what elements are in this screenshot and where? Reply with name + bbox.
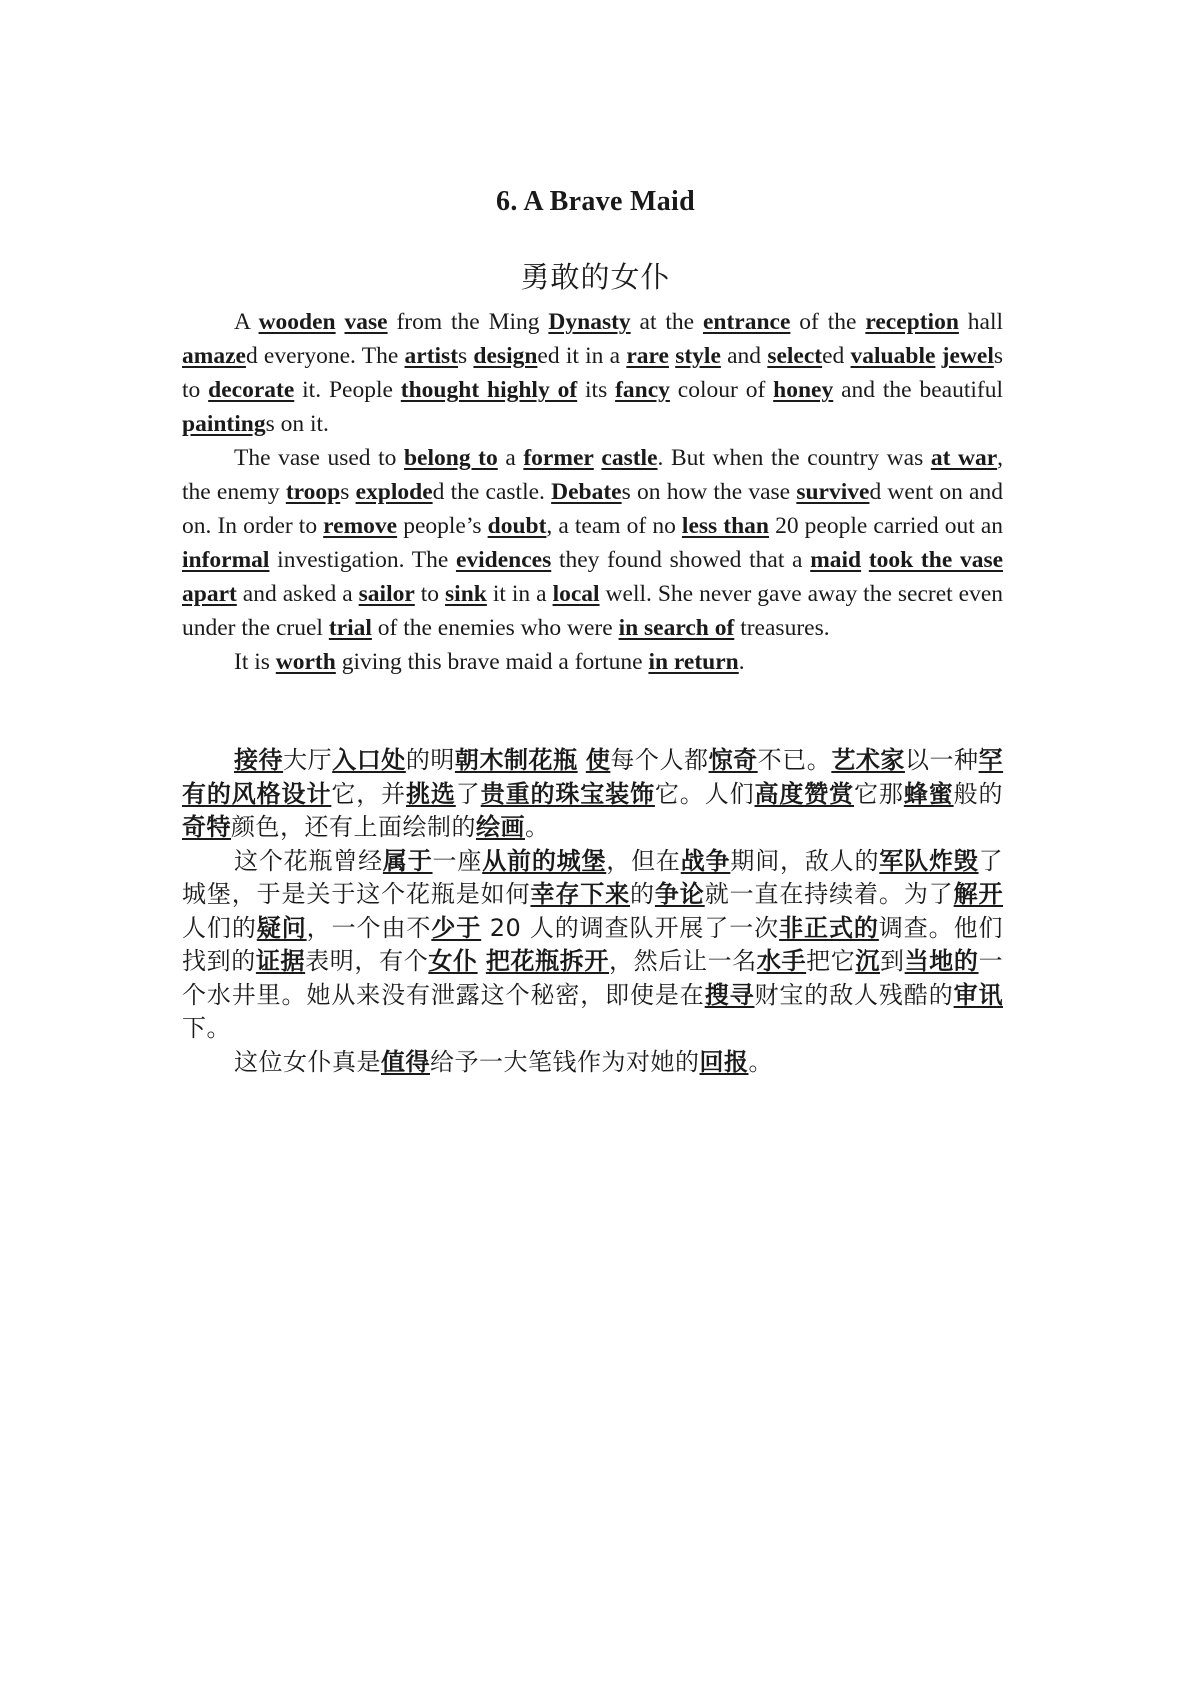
text-run: 以一种 <box>904 746 979 774</box>
vocabulary-keyword: rare <box>626 343 669 369</box>
text-run: 财宝的敌人残酷的 <box>754 980 954 1009</box>
vocabulary-keyword: artist <box>404 343 459 369</box>
text-run: 它，并 <box>331 779 407 808</box>
vocabulary-keyword: 女仆 <box>428 947 478 975</box>
vocabulary-keyword: 艺术家 <box>831 746 905 774</box>
text-run: s on how the vase <box>621 479 797 505</box>
text-run: 每个人都 <box>610 746 709 774</box>
text-run: . But when the country was <box>657 445 931 471</box>
text-run: well. She never gave away the secret even under the cruel <box>182 581 1003 641</box>
vocabulary-keyword: survive <box>796 479 870 505</box>
vocabulary-keyword: 奇特 <box>182 813 231 841</box>
vocabulary-keyword: fancy <box>615 377 670 403</box>
vocabulary-keyword: at war <box>930 445 998 471</box>
text-run: 调查。他们找到的 <box>182 913 1004 975</box>
text-run <box>578 746 586 774</box>
text-run: s <box>458 343 474 369</box>
text-run: treasures. <box>734 615 830 641</box>
vocabulary-keyword: 搜寻 <box>704 980 755 1009</box>
vocabulary-keyword: 水手 <box>756 947 807 975</box>
chinese-paragraph <box>182 1046 1003 1080</box>
vocabulary-keyword: 幸存下来 <box>530 880 631 908</box>
text-run: 20 people carried out an <box>768 513 1003 539</box>
text-run: 给予一大笔钱作为对她的 <box>430 1047 700 1076</box>
text-run: ，然后让一名 <box>609 947 757 975</box>
vocabulary-keyword: amaze <box>182 343 246 369</box>
text-run: 般的 <box>953 779 1003 808</box>
vocabulary-keyword: painting <box>182 411 266 437</box>
vocabulary-keyword: local <box>552 581 600 607</box>
text-run: hall <box>958 309 1004 335</box>
vocabulary-keyword: troop <box>285 479 341 505</box>
text-run: 。 <box>525 813 550 841</box>
vocabulary-keyword: style <box>675 343 721 369</box>
text-run: and asked a <box>236 581 359 607</box>
text-run: ，一个由不 <box>306 913 432 942</box>
text-run: of the enemies who were <box>371 615 619 641</box>
text-run: A <box>234 309 259 335</box>
vocabulary-keyword: 审讯 <box>953 980 1003 1009</box>
text-run: ，但在 <box>606 846 681 875</box>
text-run: of the <box>790 309 866 335</box>
text-run: 一个水井里。她从来没有泄露这个秘密，即使是在 <box>182 947 1004 1009</box>
vocabulary-keyword: 入口处 <box>332 746 406 774</box>
vocabulary-keyword: 非正式的 <box>779 913 879 942</box>
text-run <box>336 309 345 335</box>
text-run: It is <box>234 649 276 675</box>
text-run: d the castle. <box>432 479 552 505</box>
vocabulary-keyword: select <box>767 343 823 369</box>
text-run: investigation. The <box>269 547 456 573</box>
text-run: ed it in a <box>537 343 627 369</box>
vocabulary-keyword: in search of <box>618 615 735 641</box>
text-run: 这位女仆真是 <box>234 1047 381 1076</box>
vocabulary-keyword: sailor <box>358 581 415 607</box>
vocabulary-keyword: Debate <box>551 479 622 505</box>
vocabulary-keyword: 挑选 <box>406 779 456 808</box>
vocabulary-keyword: informal <box>182 547 270 573</box>
vocabulary-keyword: 罕有的风格设计 <box>182 746 1004 808</box>
vocabulary-keyword: doubt <box>487 513 547 539</box>
vocabulary-keyword: 高度赞赏 <box>754 779 855 808</box>
vocabulary-keyword: former <box>523 445 594 471</box>
text-run: 人们的 <box>182 913 257 942</box>
text-run: , a team of no <box>546 513 682 539</box>
text-run: 的 <box>630 880 655 908</box>
vocabulary-keyword: wooden <box>258 309 336 335</box>
text-run: 不已。 <box>757 746 832 774</box>
text-run: 了城堡，于是关于这个花瓶是如何 <box>182 846 1004 908</box>
text-run: and the beautiful <box>833 377 1003 403</box>
text-run: 大厅 <box>283 746 333 774</box>
vocabulary-keyword: castle <box>601 445 658 471</box>
text-run: 到 <box>880 947 905 975</box>
vocabulary-keyword: trial <box>328 615 372 641</box>
text-run: people’s <box>397 513 488 539</box>
text-run: ed <box>822 343 851 369</box>
vocabulary-keyword: 蜂蜜 <box>903 779 954 808</box>
text-run: it. People <box>294 377 401 403</box>
vocabulary-keyword: 战争 <box>680 846 731 875</box>
vocabulary-keyword: 绘画 <box>476 813 525 841</box>
text-run: . <box>738 649 745 675</box>
vocabulary-keyword: 当地的 <box>904 947 979 975</box>
chinese-paragraph <box>182 845 1003 1046</box>
english-paragraph <box>182 441 1003 645</box>
text-run: at the <box>630 309 703 335</box>
vocabulary-keyword: 沉 <box>855 947 881 975</box>
text-run: s on it. <box>265 411 329 437</box>
text-run: 它。人们 <box>654 779 755 808</box>
text-run: it in a <box>486 581 553 607</box>
text-run: d everyone. The <box>245 343 405 369</box>
vocabulary-keyword: vase <box>344 309 388 335</box>
vocabulary-keyword: took the vase apart <box>182 547 1004 607</box>
chinese-paragraph <box>182 744 1003 845</box>
text-run: 这个花瓶曾经 <box>234 846 383 875</box>
vocabulary-keyword: sink <box>445 581 487 607</box>
text-run: colour of <box>669 377 774 403</box>
vocabulary-keyword: 争论 <box>654 880 705 908</box>
text-run: a <box>497 445 524 471</box>
text-run: s to <box>182 343 1004 403</box>
vocabulary-keyword: 使 <box>585 746 611 774</box>
text-run: 表明，有个 <box>305 947 429 975</box>
vocabulary-keyword: 解开 <box>953 880 1003 908</box>
vocabulary-keyword: remove <box>323 513 398 539</box>
vocabulary-keyword: 军队炸毁 <box>879 846 979 875</box>
vocabulary-keyword: 属于 <box>382 846 433 875</box>
chinese-text-body <box>182 744 1003 1079</box>
text-run <box>861 547 869 573</box>
vocabulary-keyword: design <box>473 343 538 369</box>
text-run: 下。 <box>182 1014 231 1042</box>
text-run: 20 人的调查队开展了一次 <box>481 913 780 942</box>
vocabulary-keyword: decorate <box>208 377 295 403</box>
text-run: 它那 <box>854 779 904 808</box>
vocabulary-keyword: belong to <box>403 445 498 471</box>
vocabulary-keyword: 朝木制花瓶 <box>454 746 578 774</box>
text-run: , the enemy <box>182 445 1003 505</box>
vocabulary-keyword: Dynasty <box>548 309 631 335</box>
text-run: 。 <box>748 1047 773 1076</box>
vocabulary-keyword: reception <box>865 309 959 335</box>
vocabulary-keyword: 回报 <box>699 1047 749 1076</box>
vocabulary-keyword: 证据 <box>255 947 306 975</box>
vocabulary-keyword: entrance <box>702 309 791 335</box>
text-run: s <box>340 479 356 505</box>
vocabulary-keyword: in return <box>648 649 739 675</box>
vocabulary-keyword: 值得 <box>381 1047 430 1076</box>
text-run: d went on and on. In order to <box>182 479 1003 539</box>
text-run: 一座 <box>432 846 483 875</box>
english-paragraph <box>182 305 1003 441</box>
text-run: they found showed that a <box>551 547 811 573</box>
vocabulary-keyword: honey <box>773 377 834 403</box>
text-run: and <box>720 343 768 369</box>
vocabulary-keyword: explode <box>355 479 433 505</box>
vocabulary-keyword: worth <box>275 649 336 675</box>
vocabulary-keyword: 疑问 <box>256 913 307 942</box>
vocabulary-keyword: 惊奇 <box>708 746 758 774</box>
text-run: its <box>577 377 616 403</box>
text-run: 了 <box>455 779 481 808</box>
text-run: to <box>414 581 446 607</box>
english-paragraph <box>182 645 1003 679</box>
vocabulary-keyword: thought highly of <box>400 377 578 403</box>
vocabulary-keyword: 把花瓶拆开 <box>485 947 610 975</box>
vocabulary-keyword: valuable <box>850 343 936 369</box>
page-title: 6. A Brave Maid <box>496 186 695 217</box>
text-run: 期间，敌人的 <box>730 846 880 875</box>
vocabulary-keyword: maid <box>810 547 862 573</box>
vocabulary-keyword: less than <box>681 513 769 539</box>
text-run: giving this brave maid a fortune <box>335 649 649 675</box>
text-run: 就一直在持续着。为了 <box>704 880 954 908</box>
text-run <box>478 947 486 975</box>
vocabulary-keyword: 少于 <box>431 913 482 942</box>
text-run: The vase used to <box>234 445 404 471</box>
text-run: 颜色，还有上面绘制的 <box>231 813 476 841</box>
english-text-body <box>182 305 1003 679</box>
vocabulary-keyword: 接待 <box>234 746 284 774</box>
vocabulary-keyword: 从前的城堡 <box>482 846 607 875</box>
vocabulary-keyword: jewel <box>941 343 994 369</box>
vocabulary-keyword: evidences <box>455 547 552 573</box>
text-run: from the Ming <box>387 309 549 335</box>
page-subtitle: 勇敢的女仆 <box>520 260 671 294</box>
text-run: 把它 <box>806 947 856 975</box>
vocabulary-keyword: 贵重的珠宝装饰 <box>480 779 655 808</box>
text-run: 的明 <box>405 746 455 774</box>
